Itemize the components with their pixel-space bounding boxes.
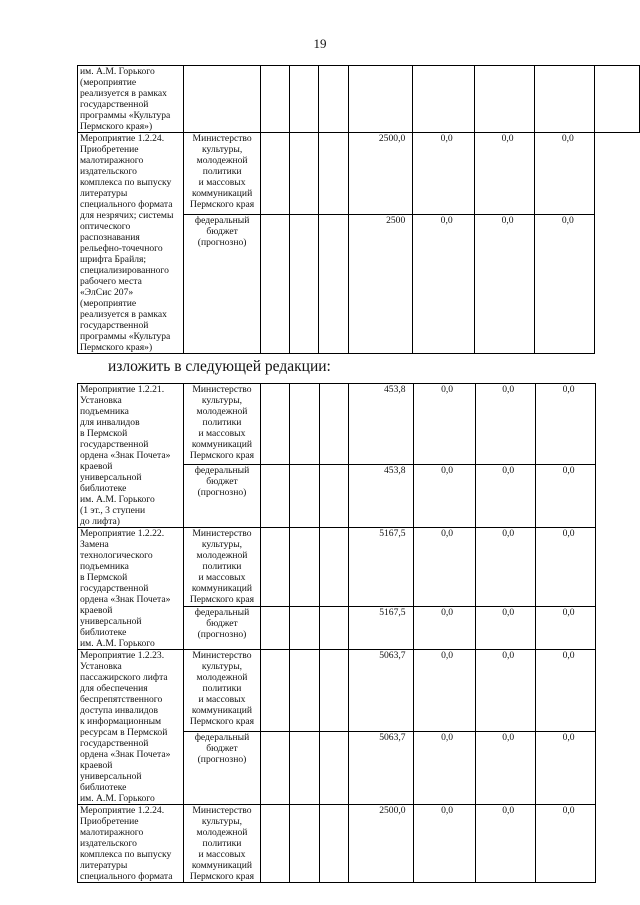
cell-line: Пермского края») xyxy=(80,121,153,132)
empty-cell xyxy=(319,805,348,883)
cell-line: универсальной xyxy=(80,616,142,627)
cell-line: бюджет xyxy=(206,618,238,630)
cell-line: Мероприятие 1.2.21. xyxy=(80,384,165,395)
value-cell: 0,0 xyxy=(475,384,535,465)
empty-cell xyxy=(290,731,319,804)
responsible-cell xyxy=(183,528,261,607)
cell-line: Мероприятие 1.2.22. xyxy=(80,528,165,539)
cell-line: беспрепятственного xyxy=(80,694,163,705)
empty-cell xyxy=(413,66,475,133)
measure-name-cell xyxy=(78,384,184,528)
value-cell: 0,0 xyxy=(475,215,535,354)
empty-cell xyxy=(261,133,290,215)
empty-cell xyxy=(348,66,413,133)
total-cell: 5063,7 xyxy=(348,731,413,804)
empty-cell xyxy=(261,528,290,607)
cell-line: Мероприятие 1.2.24. xyxy=(80,133,165,144)
value-cell: 0,0 xyxy=(535,607,595,650)
cell-line: и массовых xyxy=(198,694,246,705)
cell-line: комплекса по выпуску xyxy=(80,177,172,188)
cell-line: политики xyxy=(202,166,242,177)
cell-line: государственной xyxy=(80,320,149,331)
empty-cell xyxy=(290,215,319,354)
table-row xyxy=(78,66,640,133)
cell-line: специального формата xyxy=(80,871,173,882)
value-cell: 0,0 xyxy=(413,650,475,732)
responsible-cell xyxy=(183,133,261,215)
empty-cell xyxy=(290,805,319,883)
value-cell: 0,0 xyxy=(475,465,535,528)
cell-line: бюджет xyxy=(206,742,238,754)
cell-line: государственной xyxy=(80,99,149,110)
cell-line: для инвалидов xyxy=(80,417,140,428)
cell-line: молодежной xyxy=(196,155,248,166)
total-cell: 5167,5 xyxy=(348,528,413,607)
cell-line: Пермского края xyxy=(189,871,255,882)
cell-line: подъемника xyxy=(80,561,129,572)
cell-line: малотиражного xyxy=(80,155,144,166)
cell-line: молодежной xyxy=(196,827,248,838)
responsible-cell xyxy=(183,607,261,650)
cell-line: Министерство xyxy=(192,384,252,395)
cell-line: культуры, xyxy=(201,395,243,406)
cell-line: реализуется в рамках xyxy=(80,309,167,320)
value-cell: 0,0 xyxy=(475,805,535,883)
cell-line: краевой xyxy=(80,760,113,771)
measure-name-cell xyxy=(78,66,184,133)
responsible-cell xyxy=(183,650,261,732)
cell-line: культуры, xyxy=(201,539,243,550)
cell-line: Пермского края xyxy=(189,716,255,727)
cell-line: молодежной xyxy=(196,550,248,561)
empty-cell xyxy=(183,66,261,133)
cell-line: им. А.М. Горького xyxy=(80,494,155,505)
cell-line: бюджет xyxy=(206,476,238,488)
cell-line: Приобретение xyxy=(80,816,139,827)
cell-line: Пермского края xyxy=(189,594,255,605)
program-table-after xyxy=(77,383,640,883)
empty-cell xyxy=(290,66,319,133)
cell-line: Министерство xyxy=(192,133,252,144)
cell-line: политики xyxy=(202,683,242,694)
cell-line: Пермского края») xyxy=(80,342,153,353)
empty-cell xyxy=(595,66,640,133)
empty-cell xyxy=(319,528,348,607)
cell-line: и массовых xyxy=(198,428,246,439)
responsible-cell xyxy=(183,731,261,804)
cell-line: библиотеке xyxy=(80,782,127,793)
value-cell: 0,0 xyxy=(475,133,535,215)
total-cell: 2500,0 xyxy=(348,133,413,215)
cell-line: (мероприятие xyxy=(80,298,137,309)
cell-line: Мероприятие 1.2.23. xyxy=(80,650,165,661)
cell-line: федеральный xyxy=(194,731,250,743)
cell-line: государственной xyxy=(80,439,149,450)
value-cell: 0,0 xyxy=(475,607,535,650)
value-cell: 0,0 xyxy=(535,528,595,607)
cell-line: «ЭлСис 207» xyxy=(80,287,134,298)
cell-line: ордена «Знак Почета» xyxy=(80,594,171,605)
total-cell: 453,8 xyxy=(348,465,413,528)
empty-cell xyxy=(290,607,319,650)
cell-line: издательского xyxy=(80,166,137,177)
cell-line: шрифта Брайля; xyxy=(80,254,147,265)
measure-name-cell xyxy=(78,805,184,883)
cell-line: подъемника xyxy=(80,406,129,417)
cell-line: (прогнозно) xyxy=(197,237,247,249)
value-cell: 0,0 xyxy=(535,215,595,354)
value-cell: 0,0 xyxy=(413,805,475,883)
cell-line: и массовых xyxy=(198,849,246,860)
cell-line: к информационным xyxy=(80,716,162,727)
responsible-cell xyxy=(183,215,261,354)
cell-line: реализуется в рамках xyxy=(80,88,167,99)
cell-line: государственной xyxy=(80,738,149,749)
value-cell: 0,0 xyxy=(535,133,595,215)
cell-line: Пермского края xyxy=(190,199,255,210)
measure-name-cell xyxy=(78,528,184,650)
cell-line: рельефно-точечного xyxy=(80,243,163,254)
table-row xyxy=(78,384,640,465)
cell-line: для незрячих; системы xyxy=(80,210,174,221)
measure-name-cell xyxy=(78,133,184,354)
cell-line: Пермского края xyxy=(189,450,255,461)
value-cell: 0,0 xyxy=(413,133,475,215)
value-cell: 0,0 xyxy=(413,607,475,650)
empty-cell xyxy=(475,66,535,133)
cell-line: Установка xyxy=(80,395,122,406)
cell-line: программы «Культура xyxy=(80,331,171,342)
cell-line: универсальной xyxy=(80,771,142,782)
empty-cell xyxy=(261,607,290,650)
cell-line: универсальной xyxy=(80,472,142,483)
value-cell: 0,0 xyxy=(413,528,475,607)
cell-line: коммуникаций xyxy=(191,583,253,594)
empty-cell xyxy=(261,66,290,133)
cell-line: федеральный xyxy=(194,215,250,227)
value-cell: 0,0 xyxy=(535,650,595,732)
cell-line: (мероприятие xyxy=(80,77,137,88)
responsible-cell xyxy=(183,465,261,528)
cell-line: доступа инвалидов xyxy=(80,705,158,716)
cell-line: Установка xyxy=(80,661,122,672)
cell-line: им. А.М. Горького xyxy=(80,66,155,77)
cell-line: ордена «Знак Почета» xyxy=(80,749,171,760)
cell-line: молодежной xyxy=(196,672,248,683)
cell-line: политики xyxy=(202,838,242,849)
cell-line: коммуникаций xyxy=(191,439,253,450)
cell-line: ордена «Знак Почета» xyxy=(80,450,171,461)
cell-line: специализированного xyxy=(80,265,169,276)
cell-line: библиотеке xyxy=(80,483,127,494)
amendment-caption: изложить в следующей редакции: xyxy=(108,358,331,375)
value-cell: 0,0 xyxy=(475,528,535,607)
cell-line: в Пермской xyxy=(80,572,128,583)
cell-line: краевой xyxy=(80,461,113,472)
cell-line: краевой xyxy=(80,605,113,616)
cell-line: издательского xyxy=(80,838,137,849)
empty-cell xyxy=(319,465,348,528)
empty-cell xyxy=(261,805,290,883)
total-cell: 2500 xyxy=(348,215,413,354)
cell-line: политики xyxy=(202,561,242,572)
empty-cell xyxy=(535,66,595,133)
value-cell: 0,0 xyxy=(535,731,595,804)
cell-line: в Пермской xyxy=(80,428,128,439)
cell-line: Приобретение xyxy=(80,144,139,155)
cell-line: политики xyxy=(202,417,242,428)
value-cell: 0,0 xyxy=(413,384,475,465)
total-cell: 5063,7 xyxy=(348,650,413,732)
empty-cell xyxy=(319,66,348,133)
cell-line: литературы xyxy=(80,188,128,199)
cell-line: коммуникаций xyxy=(191,705,253,716)
cell-line: комплекса по выпуску xyxy=(80,849,172,860)
cell-line: для обеспечения xyxy=(80,683,148,694)
cell-line: (прогнозно) xyxy=(197,753,247,765)
cell-line: оптического xyxy=(80,221,131,232)
cell-line: коммуникаций xyxy=(192,188,253,199)
cell-line: пассажирского лифта xyxy=(80,672,168,683)
total-cell: 2500,0 xyxy=(348,805,413,883)
cell-line: ресурсам в Пермской xyxy=(80,727,168,738)
table-row xyxy=(78,133,640,215)
responsible-cell xyxy=(183,384,261,465)
empty-cell xyxy=(290,384,319,465)
value-cell: 0,0 xyxy=(475,650,535,732)
cell-line: Министерство xyxy=(192,650,252,661)
empty-cell xyxy=(290,133,319,215)
page-number: 19 xyxy=(313,36,327,51)
table-row xyxy=(78,528,640,607)
cell-line: до лифта) xyxy=(80,516,120,527)
cell-line: им. А.М. Горького xyxy=(80,793,155,804)
total-cell: 5167,5 xyxy=(348,607,413,650)
cell-line: и массовых xyxy=(198,177,246,188)
cell-line: им. А.М. Горького xyxy=(80,638,155,649)
cell-line: (прогнозно) xyxy=(197,629,247,641)
cell-line: (1 эт., 3 ступени xyxy=(80,505,146,516)
cell-line: культуры, xyxy=(202,144,243,155)
empty-cell xyxy=(319,384,348,465)
value-cell: 0,0 xyxy=(413,215,475,354)
cell-line: федеральный xyxy=(194,465,250,477)
cell-line: рабочего места xyxy=(80,276,142,287)
empty-cell xyxy=(319,650,348,732)
program-table-before xyxy=(77,65,640,354)
empty-cell xyxy=(290,650,319,732)
cell-line: бюджет xyxy=(206,226,238,238)
cell-line: программы «Культура xyxy=(80,110,171,121)
cell-line: федеральный xyxy=(194,607,250,619)
empty-cell xyxy=(319,607,348,650)
value-cell: 0,0 xyxy=(413,465,475,528)
cell-line: распознавания xyxy=(80,232,140,243)
cell-line: Замена xyxy=(80,539,109,550)
value-cell: 0,0 xyxy=(475,731,535,804)
cell-line: и массовых xyxy=(198,572,246,583)
cell-line: (прогнозно) xyxy=(197,487,247,499)
value-cell: 0,0 xyxy=(413,731,475,804)
cell-line: специального формата xyxy=(80,199,173,210)
value-cell: 0,0 xyxy=(535,465,595,528)
empty-cell xyxy=(319,731,348,804)
cell-line: культуры, xyxy=(201,816,243,827)
empty-cell xyxy=(261,650,290,732)
table-row xyxy=(78,650,640,732)
cell-line: Министерство xyxy=(192,805,252,816)
cell-line: библиотеке xyxy=(80,627,127,638)
value-cell: 0,0 xyxy=(535,384,595,465)
value-cell: 0,0 xyxy=(535,805,595,883)
empty-cell xyxy=(261,465,290,528)
cell-line: литературы xyxy=(80,860,128,871)
total-cell: 453,8 xyxy=(348,384,413,465)
empty-cell xyxy=(319,215,348,354)
table-row xyxy=(78,805,640,883)
empty-cell xyxy=(290,528,319,607)
empty-cell xyxy=(319,133,348,215)
empty-cell xyxy=(261,384,290,465)
cell-line: технологического xyxy=(80,550,153,561)
measure-name-cell xyxy=(78,650,184,805)
empty-cell xyxy=(290,465,319,528)
cell-line: малотиражного xyxy=(80,827,144,838)
cell-line: государственной xyxy=(80,583,149,594)
responsible-cell xyxy=(183,805,261,883)
cell-line: молодежной xyxy=(196,406,248,417)
cell-line: Мероприятие 1.2.24. xyxy=(80,805,165,816)
cell-line: коммуникаций xyxy=(191,860,253,871)
empty-cell xyxy=(261,731,290,804)
empty-cell xyxy=(261,215,290,354)
cell-line: культуры, xyxy=(201,661,243,672)
cell-line: Министерство xyxy=(192,528,252,539)
